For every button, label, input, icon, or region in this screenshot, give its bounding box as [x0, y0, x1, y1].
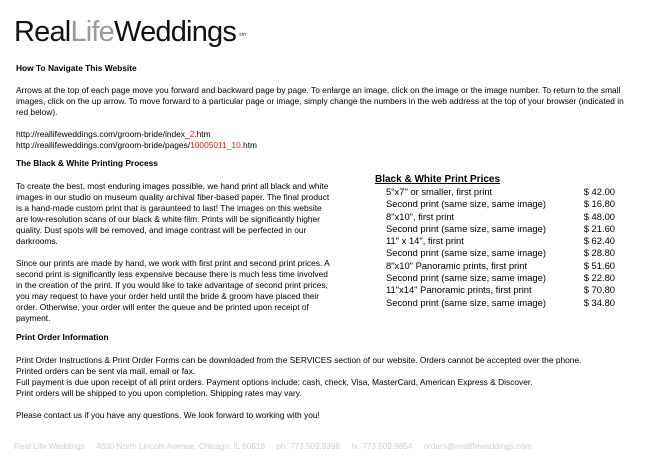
- footer-company: Real Life Weddings: [14, 442, 85, 451]
- url-editable-part: 2: [189, 129, 195, 139]
- navigate-body: Arrows at the top of each page move you forward and backward page by page. To enlarge an image, click on the image or the image number. To return to the small images, click on the up arrow. To move forward to a particular page or image, simply change the numbers in the web address at the top of your browser (indicated in red below).: [16, 85, 624, 117]
- bw-process-para1: To create the best, most enduring images possible, we hand print all black and white images in our studio on museum quality archival fiber-based paper. The final product is a hand-made custom print that is garaunteed to last! The images on this website are low-resolution scans of our black & white film. Prints will be significantly higher quality. Dust spots will be removed, and image contrast will be perfected in our darkrooms.: [16, 181, 330, 246]
- price-list-title: Black & White Print Prices: [375, 174, 501, 185]
- bw-process-section: [16, 158, 331, 324]
- logo-text-real: Real: [14, 16, 71, 48]
- price-value: $ 51.60: [583, 259, 615, 271]
- footer-fax: fx. 773.509.9854: [351, 442, 413, 451]
- price-item: 8"x10" Panoramic prints, first print: [386, 259, 528, 271]
- print-order-heading: Print Order Information: [16, 332, 109, 342]
- example-url-index[interactable]: http://reallifeweddings.com/groom-bride/index_2.htm: [16, 129, 211, 139]
- footer-phone: ph. 773.509.9398: [276, 442, 341, 451]
- print-order-line: Print Order Instructions & Print Order Forms can be downloaded from the SERVICES section of our website. Orders cannot be accepted over the phone.: [16, 355, 582, 365]
- closing-note: Please contact us if you have any questions. We look forward to working with you!: [16, 410, 320, 420]
- price-item: 11" x 14", first print: [386, 235, 464, 247]
- price-row: [375, 260, 615, 272]
- price-row: [375, 297, 615, 309]
- price-value: $ 48.00: [583, 210, 615, 222]
- navigate-section: [16, 63, 634, 151]
- price-row: [375, 272, 615, 284]
- price-item: Second print (same size, same image): [386, 247, 546, 259]
- price-value: $ 42.00: [583, 186, 615, 197]
- price-value: $ 22.80: [583, 272, 615, 284]
- url-editable-part: 10005011_10: [190, 140, 241, 150]
- footer: [14, 441, 644, 452]
- logo-text-weddings: Weddings: [114, 16, 237, 48]
- price-row: [375, 235, 615, 247]
- price-item: 8"x10", first print: [386, 210, 455, 222]
- example-url-page[interactable]: http://reallifeweddings.com/groom-bride/pages/10005011_10.htm: [16, 140, 258, 150]
- price-value: $ 28.80: [583, 247, 615, 259]
- price-value: $ 34.80: [583, 296, 615, 308]
- price-item: 11"x14" Panoramic prints, first print: [386, 284, 532, 296]
- price-value: $ 62.40: [583, 235, 615, 247]
- bw-process-heading: The Black & White Printing Process: [16, 158, 158, 168]
- price-item: Second print (same size, same image): [386, 222, 546, 234]
- service-mark: sm: [239, 32, 246, 38]
- price-row: [375, 186, 615, 198]
- footer-email-link[interactable]: orders@reallifeweddings.com: [423, 442, 532, 451]
- price-item: Second print (same size, same image): [386, 198, 546, 210]
- price-item: 5"x7" or smaller, first print: [386, 186, 493, 197]
- print-order-line: Print orders will be shipped to you upon completion. Shipping rates may vary.: [16, 388, 302, 398]
- price-row: [375, 211, 615, 223]
- price-row: [375, 247, 615, 259]
- print-order-line: Full payment is due upon receipt of all print orders. Payment options include: cash, check, Visa, MasterCard, American Express & Discover.: [16, 377, 533, 387]
- navigate-heading: How To Navigate This Website: [16, 63, 137, 73]
- price-item: Second print (same size, same image): [386, 272, 546, 284]
- price-row: [375, 198, 615, 210]
- price-row: [375, 284, 615, 296]
- price-item: Second print (same size, same image): [386, 296, 546, 308]
- print-order-section: [16, 332, 641, 421]
- price-value: $ 21.60: [583, 222, 615, 234]
- price-value: $ 70.80: [583, 284, 615, 296]
- price-row: [375, 223, 615, 235]
- logo-text-life: Life: [70, 16, 115, 48]
- print-order-line: Printed orders can be sent via mail, email or fax.: [16, 366, 196, 376]
- price-list: [375, 173, 615, 309]
- footer-address: 4830 North Lincoln Avenue, Chicago, IL 60618: [96, 442, 266, 451]
- logo: [14, 16, 246, 48]
- bw-process-para2: Since our prints are made by hand, we work with first print and second print prices. A second print is significantly less expensive because there is much less time involved in the creation of the print. If you would like to take advantage of second print prices, you may request to have your order held until the bride & groom have placed their order. Otherwise, your order will enter the queue and be printed upon receipt of payment.: [16, 258, 330, 323]
- price-value: $ 16.80: [583, 198, 615, 210]
